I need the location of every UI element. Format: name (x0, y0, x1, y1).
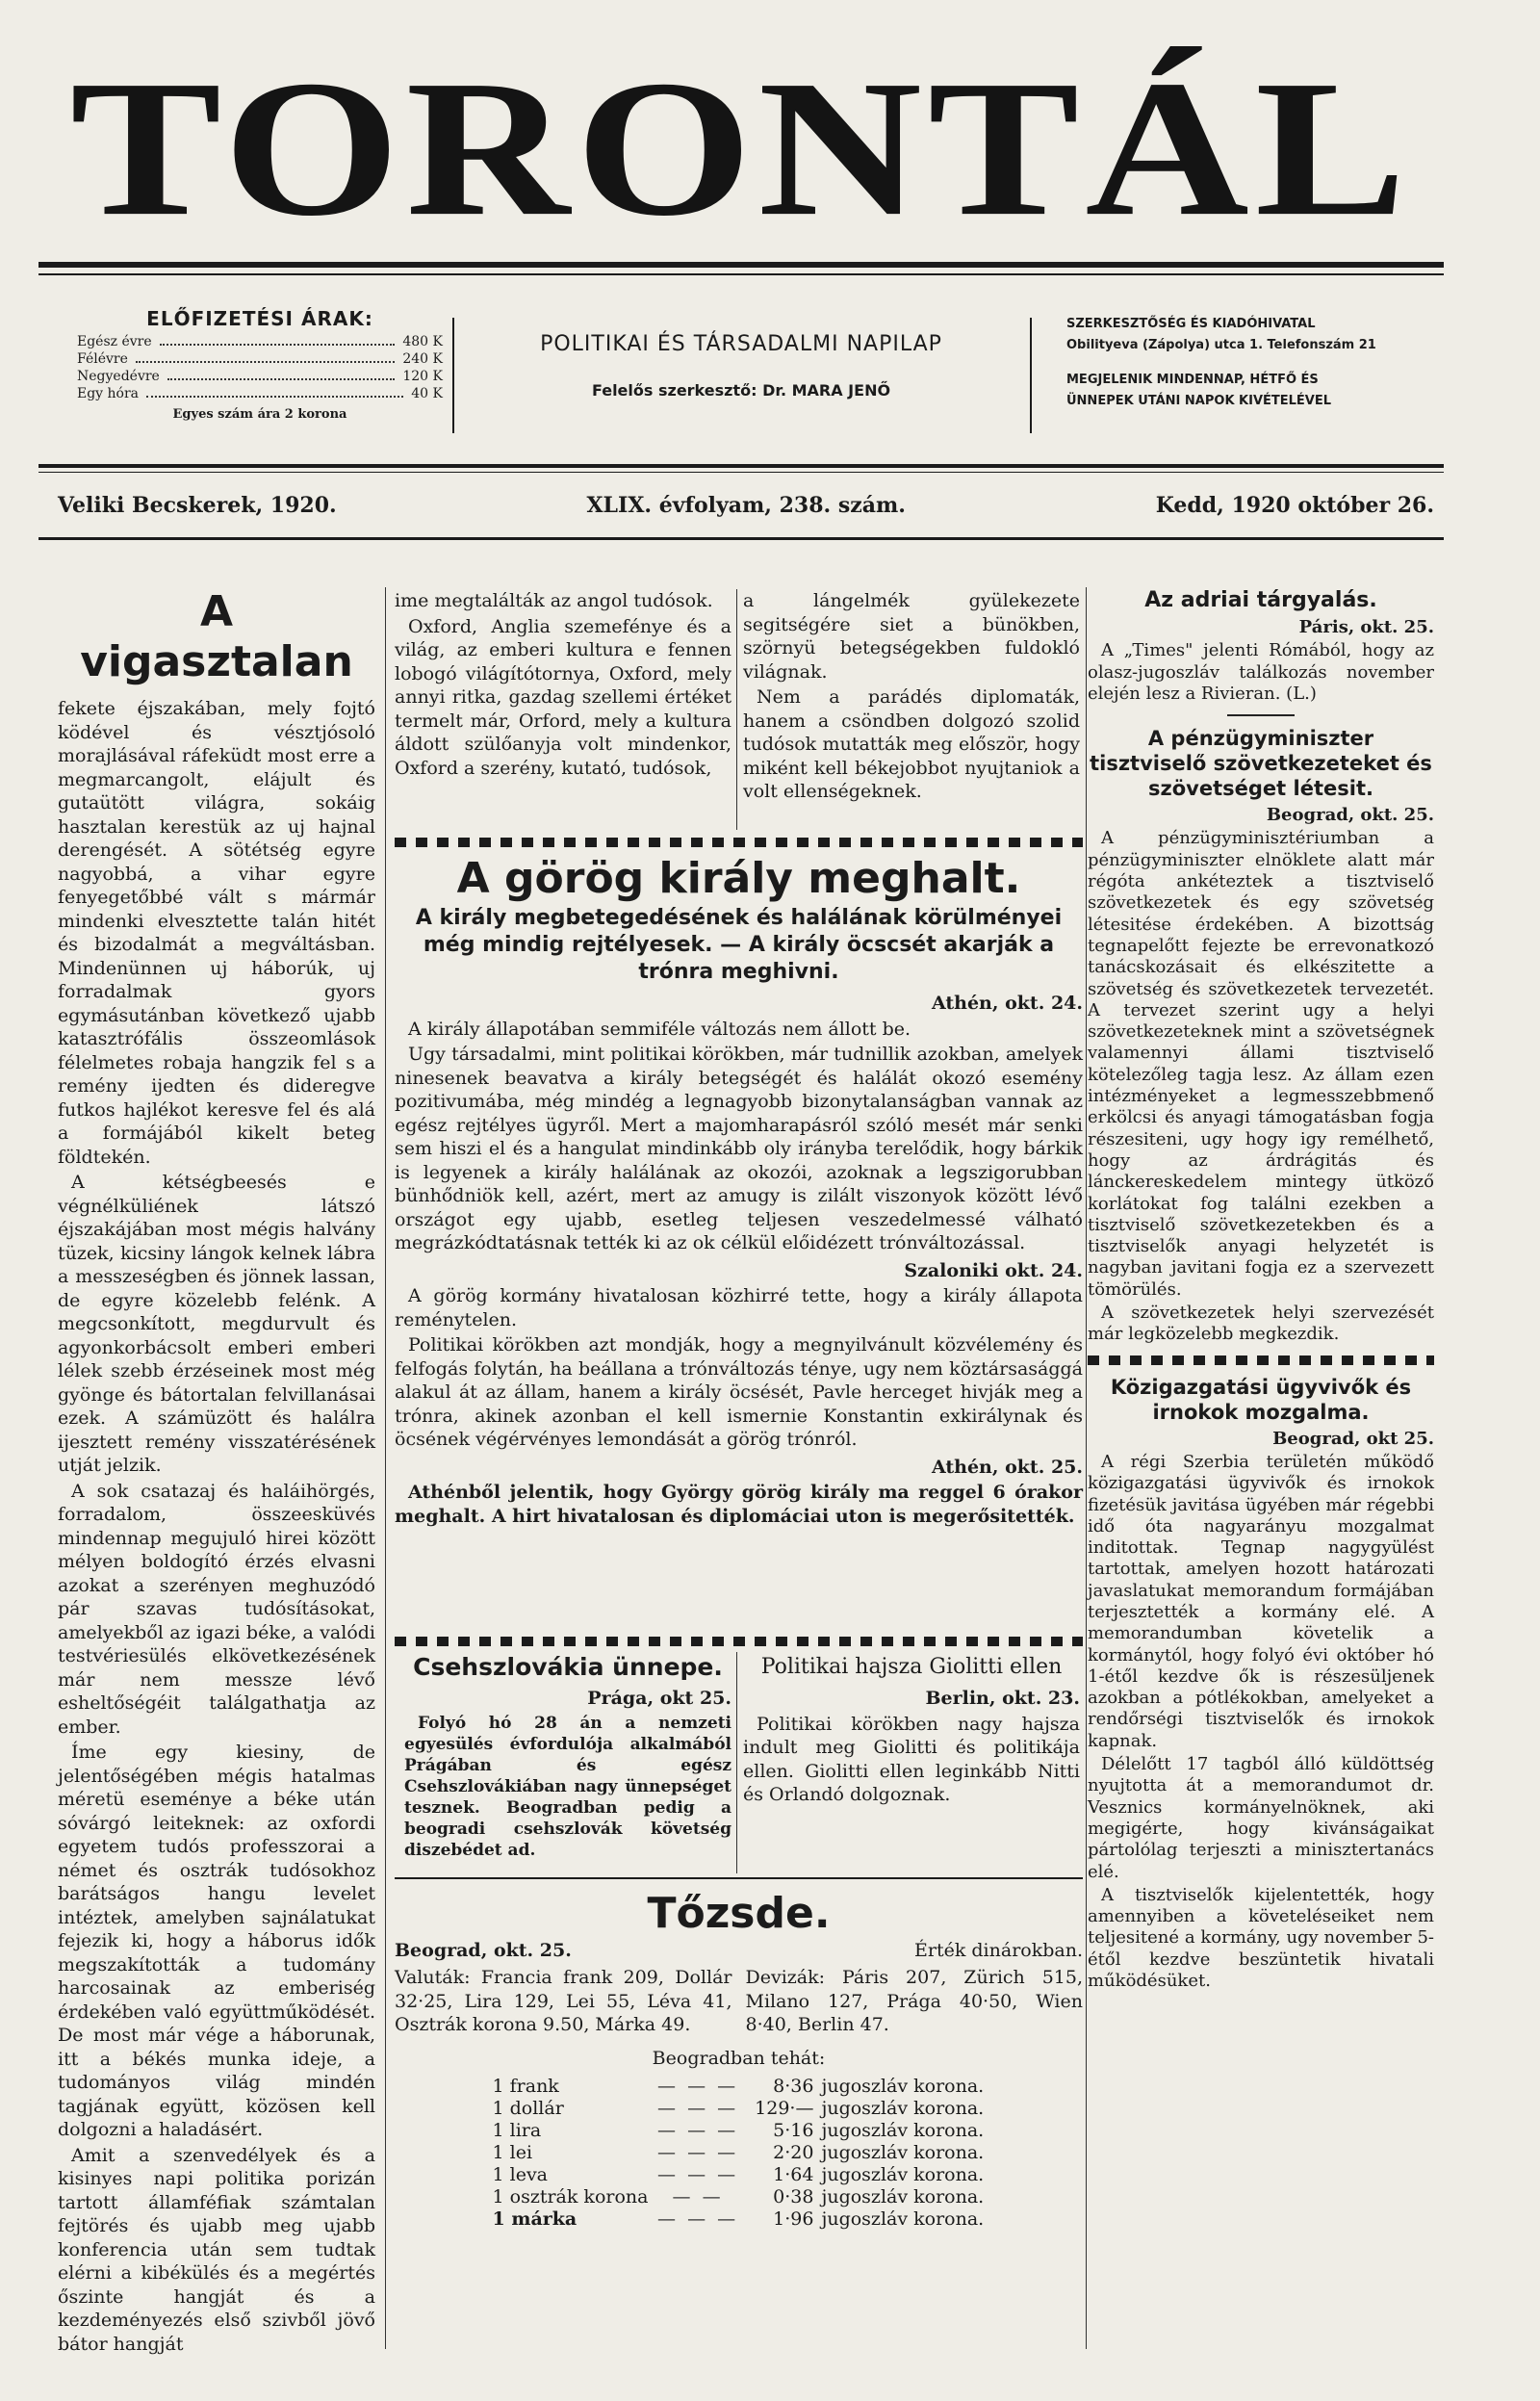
article-title: A vigasztalan (80, 587, 353, 686)
currency-cell: jugoszláv korona. (821, 2076, 985, 2097)
paragraph: A király állapotában semmiféle változás nem állott be. (408, 1018, 911, 1040)
exchange-rates (395, 1966, 1083, 2037)
paragraph: Politikai körökben azt mondják, hogy a megnyilvánult közvélemény és felfogás folytán, ha beállana a trónváltozás ténye, ugy nem köztársasággá alakul át az állam, hanem a király öcsését, Pavle herceget hivják meg a trónra, akinek azonban el kell ismernie Konstantin exkirálynak és öcsének végérvényes lemondását a görög trónról. (395, 1334, 1083, 1450)
paragraph: A sok csatazaj és haláihörgés, forradalom, összeesküvés mindennap megujuló hirei között mélyen boldogító érzés elvasni azokat a szerényen meghuzódó pár szavas tudósításokat, amelyekből az igazi béke, a valódi testvériesülés elkövetkezésének már nem messze lévő esheltőségéit találgathatja az ember. (58, 1480, 375, 1738)
place-date: Prága, okt 25. (587, 1688, 732, 1709)
price-row (77, 350, 443, 368)
article-vigasztalan (58, 587, 375, 2358)
masthead (58, 39, 1424, 260)
paragraph: Ugy társadalmi, mint politikai körökben, már tudnillik azokban, amelyek ninesenek beavatva a király betegségét és halálát okozó esemény pozitivumába, még mindég a legnagyobb bizonytalanságban vannak az egész rejtélyes ügyről. Mert a majomharapásról szóló mesét már senki sem hiszi el és a hangulat mindinkább oly irányba terelődik, hogy bárkik is legyenek a király halálának az okozói, azoknak a legszigorubban bünhődniök kell, azért, mert az amugy is zilált viszonyok között lévő országot egy ujabb, esetleg teljesen veszedelmessé válható megrázkódtatásnak tették ki az ok célkül előidézett trónváltozással. (395, 1044, 1083, 1253)
currency-cell: jugoszláv korona. (821, 2098, 985, 2119)
stock-exchange-section (395, 1889, 1083, 2231)
unit-cell: 1 osztrák korona (492, 2186, 649, 2207)
header-divider (1030, 318, 1032, 433)
place-date: Beograd, okt 25. (1272, 1428, 1434, 1449)
paragraph: A régi Szerbia területén működő közigazgatási ügyvivők és irnokok fizetésük javitása ügyében már régebbi idő óta nagyarányu mozgalmat inditottak. Tegnap nagygyülést tartottak, amelyen hozott határozati javaslatukat memorandum formájában terjesztették a kormány elé. A memorandumban követelik a kormánytól, hogy folyó évi október hó 1-étől kezdve ők is részesüljenek azokban a pótlékokban, amelyeket a rendőrségi tisztviselők és irnokok kapnak. (1088, 1451, 1434, 1751)
table-row: 1 márka — — — 1·96 jugoszláv korona. (489, 2208, 989, 2231)
column-divider (1086, 587, 1087, 2349)
paragraph: fekete éjszakában, mely fojtó ködével és vésztjósoló morajlásával ráfeküdt most erre a megmarcangolt, elájult és gutaütött világra, sokáig hasztalan kerestük az uj hajnal derengését. A sötétség egyre nagyobbá, a vihar egyre fenyegetőbbé vált s mármár mindenki elvesztette talán hitét és bizodalmát a megváltásban. Mindenünnen uj háborúk, uj forradalmak gyors egymásutánban következő ujabb katasztrófális összeomlások félelmetes robaja hangzik fel s a remény ijedten és dideregve futkos hajlékot keresve fel és alá a formájából kikelt beteg földtekén. (58, 698, 375, 1168)
article-title: Az adriai tárgyalás. (1144, 588, 1377, 612)
exchange-subtitle: Beogradban tehát: (652, 2047, 826, 2069)
unit-cell: 1 lei (492, 2142, 533, 2163)
article-title: A pénzügyminiszter tisztviselő szövetkezeteket és szövetséget létesit. (1090, 727, 1432, 801)
paragraph: ime megtalálták az angol tudósok. (395, 590, 713, 611)
currency-cell: jugoszláv korona. (821, 2186, 985, 2207)
ornamental-divider (1088, 1355, 1434, 1365)
place-date: Páris, okt. 25. (1298, 617, 1434, 637)
column-divider (736, 589, 737, 830)
paragraph: A „Times" jelenti Rómából, hogy az olasz-jugoszláv találkozás november elején lesz a Rivieran. (L.) (1088, 640, 1434, 704)
price-label: Negyedévre (77, 369, 160, 384)
value-cell: 129·— (755, 2098, 814, 2119)
article-greek-king (395, 853, 1083, 1530)
paragraph: Nem a parádés diplomaták, hanem a csöndben dolgozó szolid tudósok mutatták meg először, hogy miként kell békejobbot nyujtaniok a volt ellenségeknek. (743, 686, 1080, 802)
article-continuation-right (743, 589, 1080, 806)
unit-cell: 1 lira (492, 2120, 542, 2141)
table-row: 1 lei — — — 2·20 jugoszláv korona. (489, 2142, 989, 2164)
article-title: Csehszlovákia ünnepe. (413, 1653, 723, 1681)
currency-cell: jugoszláv korona. (821, 2208, 985, 2230)
price-label: Félévre (77, 351, 128, 367)
paragraph: Délelőtt 17 tagból álló küldöttség nyujtotta át a memorandumot dr. Vesznics kormányelnöknek, aki megigérte, hogy kivánságaikat pártolólag terjeszti a minisztertanács elé. (1088, 1754, 1434, 1882)
single-issue-price: Egyes szám ára 2 korona (172, 407, 347, 422)
article-czech-holiday (404, 1652, 732, 1863)
office-line: MEGJELENIK MINDENNAP, HÉTFŐ ÉS (1066, 373, 1319, 387)
value-cell: 8·36 (773, 2076, 814, 2097)
dateline-place: Veliki Becskerek, 1920. (58, 493, 337, 518)
paper-tagline-block (472, 332, 1011, 400)
right-column (1088, 587, 1434, 1994)
price-value: 240 K (402, 351, 443, 367)
paragraph: A görög kormány hivatalosan közhirré tette, hogy a király állapota reménytelen. (395, 1285, 1083, 1330)
table-row: 1 frank — — — 8·36 jugoszláv korona. (489, 2076, 989, 2098)
price-row (77, 368, 443, 385)
currency-cell: jugoszláv korona. (821, 2142, 985, 2163)
ornamental-divider (395, 1637, 1083, 1646)
office-line: SZERKESZTŐSÉG ÉS KIADÓHIVATAL (1066, 317, 1316, 331)
responsible-editor: Felelős szerkesztő: Dr. MARA JENŐ (591, 381, 891, 400)
paragraph: Amit a szenvedélyek és a kisinyes napi politika porizán tartott államféfiak számtalan fejtörés és ujabb meg ujabb konferencia után sem tudtak elérni a kibékülés és a megértés őszinte hangját és a kezdeményezés első szivből jövő bátor hangját (58, 2144, 375, 2355)
table-row: 1 osztrák korona — — 0·38 jugoszláv korona. (489, 2186, 989, 2208)
dateline-rule (38, 537, 1444, 540)
place-date: Athén, okt. 24. (931, 993, 1083, 1014)
ornamental-divider (395, 838, 1083, 847)
place-date: Berlin, okt. 23. (925, 1688, 1080, 1709)
price-row (77, 385, 443, 402)
subscription-heading: ELŐFIZETÉSI ÁRAK: (146, 307, 373, 330)
unit-cell: 1 frank (492, 2076, 559, 2097)
table-row: 1 lira — — — 5·16 jugoszláv korona. (489, 2120, 989, 2142)
paragraph: A pénzügyminisztériumban a pénzügyminiszter elnöklete alatt már régóta ankéteztek a tisztviselő szövetkezetek és egy szövetség létesitése érdekében. A bizottság tegnapelőtt fejezte be errevonatkozó tanácskozásait és elkészitette a szövetség és szövetkezetek tervezetét. A tervezet szerint ugy a helyi szövetkezeteknek mint a szövetségnek valamennyi állami tisztviselő kötelezőleg tagja lesz. Az állam ezen intézményeket a legmesszebbmenő erkölcsi és anyagi támogatásban fogja részesiteni, ugy hogy igy remélhető, hogy az árdrágitás és lánckereskedelem mintegy ütköző korlátokat fog találni ezekben a tisztviselő szövetkezetekben és a tisztviselők anyagi helyzetét is nagyban javitani fogja ez a szervezett tömörülés. (1088, 828, 1434, 1300)
price-label: Egy hóra (77, 386, 140, 401)
column-divider (736, 1652, 737, 1873)
price-value: 40 K (411, 386, 443, 401)
article-continuation-left (395, 589, 732, 782)
table-row: 1 dollár — — — 129·— jugoszláv korona. (489, 2098, 989, 2120)
paragraph: a lángelmék gyülekezete segitségére siet a bünökben, szörnyü betegségekben fuldokló világnak. (743, 590, 1080, 683)
currency-cell: jugoszláv korona. (821, 2164, 985, 2185)
article-title: Közigazgatási ügyvivők és irnokok mozgalma. (1110, 1375, 1412, 1424)
dateline (58, 493, 1434, 518)
subscription-prices (77, 307, 443, 424)
value-cell: 1·96 (773, 2208, 814, 2230)
unit-cell: 1 márka (492, 2208, 578, 2230)
price-label: Egész évre (77, 334, 152, 349)
paragraph: A szövetkezetek helyi szervezését már legközelebb megkezdik. (1088, 1303, 1434, 1345)
masthead-title: TORONTÁL (69, 40, 1413, 257)
dateline-volume: XLIX. évfolyam, 238. szám. (586, 493, 906, 518)
price-value: 120 K (402, 369, 443, 384)
paragraph: Politikai körökben nagy hajsza indult meg Giolitti és politikája ellen. Giolitti ellen leginkább Nitti és Orlandó dolgoznak. (743, 1713, 1080, 1805)
price-row (77, 333, 443, 350)
header-divider (452, 318, 454, 433)
currency-rates: Valuták: Francia frank 209, Dollár 32·25, Lira 129, Lei 55, Léva 41, Osztrák korona 9.50, Márka 49. (395, 1967, 732, 2035)
office-info (1066, 314, 1444, 412)
article-deck: A király megbetegedésének és halálának körülményei még mindig rejtélyesek. — A király öcscsét akarják a trónra meghivni. (415, 906, 1063, 984)
section-title: Tőzsde. (647, 1889, 831, 1938)
exchange-place: Beograd, okt. 25. (395, 1940, 572, 1961)
paragraph: Íme egy kiesiny, de jelentőségében mégis hatalmas méretü eseménye a béke után sóvárgó leiteknek: az oxfordi egyetem tudós professzorai a német és osztrák tudósokhoz barátságos hangu levelet intéztek, amelyben sajnálatukat fejezik ki, hogy a háborus idők megszakították a tudomány harcosainak az emberiség érdekében való együttműködését. De most már vége a háborunak, itt a békés munka ideje, a tudományos világ mindén tagjának együtt, közösen kell dolgozni a haladásért. (58, 1742, 375, 2140)
value-cell: 0·38 (773, 2186, 814, 2207)
place-date: Szaloniki okt. 24. (904, 1259, 1083, 1281)
value-cell: 2·20 (773, 2142, 814, 2163)
value-cell: 1·64 (773, 2164, 814, 2185)
conversion-table (489, 2076, 989, 2231)
foreign-rates: Devizák: Páris 207, Zürich 515, Milano 127, Prága 40·50, Wien 8·40, Berlin 47. (745, 1967, 1083, 2035)
unit-cell: 1 dollár (492, 2098, 564, 2119)
exchange-note: Érték dinárokban. (914, 1940, 1083, 1961)
dateline-date: Kedd, 1920 október 26. (1155, 493, 1434, 518)
paragraph: Athénből jelentik, hogy György görög király ma reggel 6 órakor meghalt. A hirt hivatalosan és diplomáciai uton is megerősitették. (395, 1482, 1083, 1527)
place-date: Athén, okt. 25. (931, 1456, 1083, 1478)
article-giolitti (743, 1652, 1080, 1809)
table-row: 1 leva — — — 1·64 jugoszláv korona. (489, 2164, 989, 2186)
column-divider (385, 587, 386, 2349)
currency-cell: jugoszláv korona. (821, 2120, 985, 2141)
office-line: ÜNNEPEK UTÁNI NAPOK KIVÉTELÉVEL (1066, 394, 1332, 408)
header-rule (38, 464, 1444, 468)
price-value: 480 K (402, 334, 443, 349)
section-rule (395, 1877, 1083, 1879)
article-title: A görög király meghalt. (456, 854, 1021, 903)
short-divider (1227, 714, 1295, 716)
masthead-rule-thin (38, 273, 1444, 275)
paragraph: A kétségbeesés e végnélküliének látszó éjszakájában most mégis halvány tüzek, kicsiny lángok kelnek lábra a messzeségben és jönnek lassan, de egyre közelebb felénk. A megcsonkított, megdurvult és agyonkorbácsolt emberi emberi lélek szebb érzéseinek most még gyönge és bátortalan felvillanásai ezek. A számüzött és halálra ijesztett remény visszatérésének utját jelzik. (58, 1172, 375, 1476)
masthead-rule (38, 262, 1444, 268)
exchange-header (395, 1939, 1083, 1962)
article-title: Politikai hajsza Giolitti ellen (760, 1655, 1063, 1679)
paragraph: Oxford, Anglia szemefénye és a világ, az emberi kultura e fennen lobogó világítótornya, Oxford, mely annyi ritka, gazdag szellemi értéket termelt már, Orford, mely a kultura áldott szülőanyja volt mindenkor, Oxford a szerény, kutató, tudósok, (395, 615, 732, 779)
paper-tagline: POLITIKAI ÉS TÁRSADALMI NAPILAP (540, 332, 942, 356)
header-rule-thin (38, 472, 1444, 473)
place-date: Beograd, okt. 25. (1266, 805, 1434, 826)
office-line: Obilityeva (Zápolya) utca 1. Telefonszám 21 (1066, 338, 1376, 352)
value-cell: 5·16 (773, 2120, 814, 2141)
paragraph: A tisztviselők kijelentették, hogy amennyiben a követeléseiket nem teljesitené a kormány, ugy november 5-étől kezdve beszüntetik hivatali működésüket. (1088, 1884, 1434, 1992)
unit-cell: 1 leva (492, 2164, 549, 2185)
paragraph: Folyó hó 28 án a nemzeti egyesülés évfordulója alkalmából Prágában és egész Csehszlovákiában nagy ünnepséget tesznek. Beogradban pedig a beogradi csehszlovák követség diszebédet ad. (404, 1713, 732, 1860)
